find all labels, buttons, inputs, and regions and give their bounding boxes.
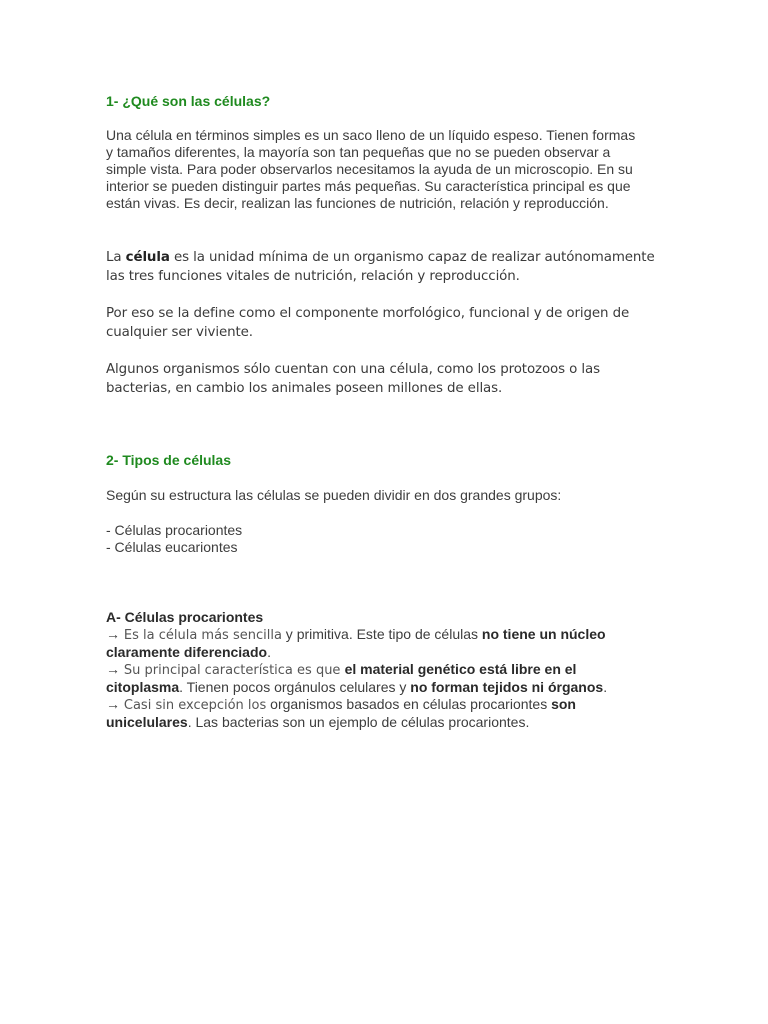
list-item: - Células procariontes — [106, 522, 243, 538]
bullet-line — [106, 644, 607, 661]
organisms-paragraph — [106, 360, 600, 398]
bullet-text: . — [267, 644, 271, 660]
text-line: bacterias, en cambio los animales poseen millones de ellas. — [106, 381, 503, 396]
component-paragraph — [106, 304, 629, 342]
bullet-bold-text: no forman tejidos ni órganos — [410, 679, 604, 695]
bullet-text: . — [603, 679, 608, 695]
prokaryotes-heading: A- Células procariontes — [106, 609, 264, 625]
bullet-lead-text: Casi sin excepción los — [123, 698, 267, 713]
arrow-icon: → — [106, 696, 124, 712]
bullet-bold-text: no tiene un núcleo — [481, 626, 606, 642]
bullet-line — [106, 696, 607, 714]
text-line: cualquier ser viviente. — [106, 325, 253, 340]
bullet-line — [106, 714, 607, 731]
cell-definition-paragraph — [106, 248, 655, 286]
prokaryotes-section — [106, 609, 607, 731]
section2-heading: 2- Tipos de células — [106, 452, 232, 468]
bullet-bold-text: unicelulares — [106, 714, 188, 730]
arrow-icon: → — [106, 626, 124, 642]
bullet-text: . Tienen pocos orgánulos celulares y — [179, 679, 411, 695]
text-line: están vivas. Es decir, realizan las funciones de nutrición, relación y reproducción. — [106, 195, 609, 211]
text-line: Una célula en términos simples es un saco lleno de un líquido espeso. Tienen formas — [106, 127, 636, 143]
bullet-lead-text: Su principal característica es que — [123, 663, 345, 678]
bullet-bold-text: el material genético está libre en el — [344, 661, 577, 677]
bullet-bold-text: citoplasma — [106, 679, 180, 695]
section1-heading: 1- ¿Qué son las células? — [106, 93, 271, 109]
bullet-line — [106, 679, 607, 696]
bullet-bold-text: claramente diferenciado — [106, 644, 268, 660]
definition-term: célula — [125, 250, 170, 265]
section2-intro: Según su estructura las células se pueden dividir en dos grandes grupos: — [106, 487, 562, 503]
text-line — [106, 248, 655, 267]
text-line: interior se pueden distinguir partes más pequeñas. Su característica principal es que — [106, 178, 631, 194]
text-line: las tres funciones vitales de nutrición, relación y reproducción. — [106, 269, 520, 284]
section1-intro-paragraph — [106, 127, 635, 212]
bullet-text: . Las bacterias son un ejemplo de células procariontes. — [187, 714, 530, 730]
list-item: - Células eucariontes — [106, 539, 238, 555]
cell-types-list — [106, 522, 242, 556]
text-line: Por eso se la define como el componente morfológico, funcional y de origen de — [106, 306, 630, 321]
bullet-line — [106, 626, 607, 644]
bullet-text: y primitiva. Este tipo de células — [281, 626, 482, 642]
definition-rest: es la unidad mínima de un organismo capaz de realizar autónomamente — [169, 250, 655, 265]
bullet-bold-text: son — [551, 696, 576, 712]
text-line: y tamaños diferentes, la mayoría son tan pequeñas que no se pueden observar a — [106, 144, 611, 160]
bullet-line — [106, 661, 607, 679]
bullet-lead-text: Es la célula más sencilla — [123, 628, 282, 643]
bullet-text: organismos basados en células procariontes — [266, 696, 552, 712]
text-line: simple vista. Para poder observarlos necesitamos la ayuda de un microscopio. En su — [106, 161, 633, 177]
definition-prefix: La — [106, 250, 126, 265]
text-line: Algunos organismos sólo cuentan con una célula, como los protozoos o las — [106, 362, 601, 377]
arrow-icon: → — [106, 661, 124, 677]
